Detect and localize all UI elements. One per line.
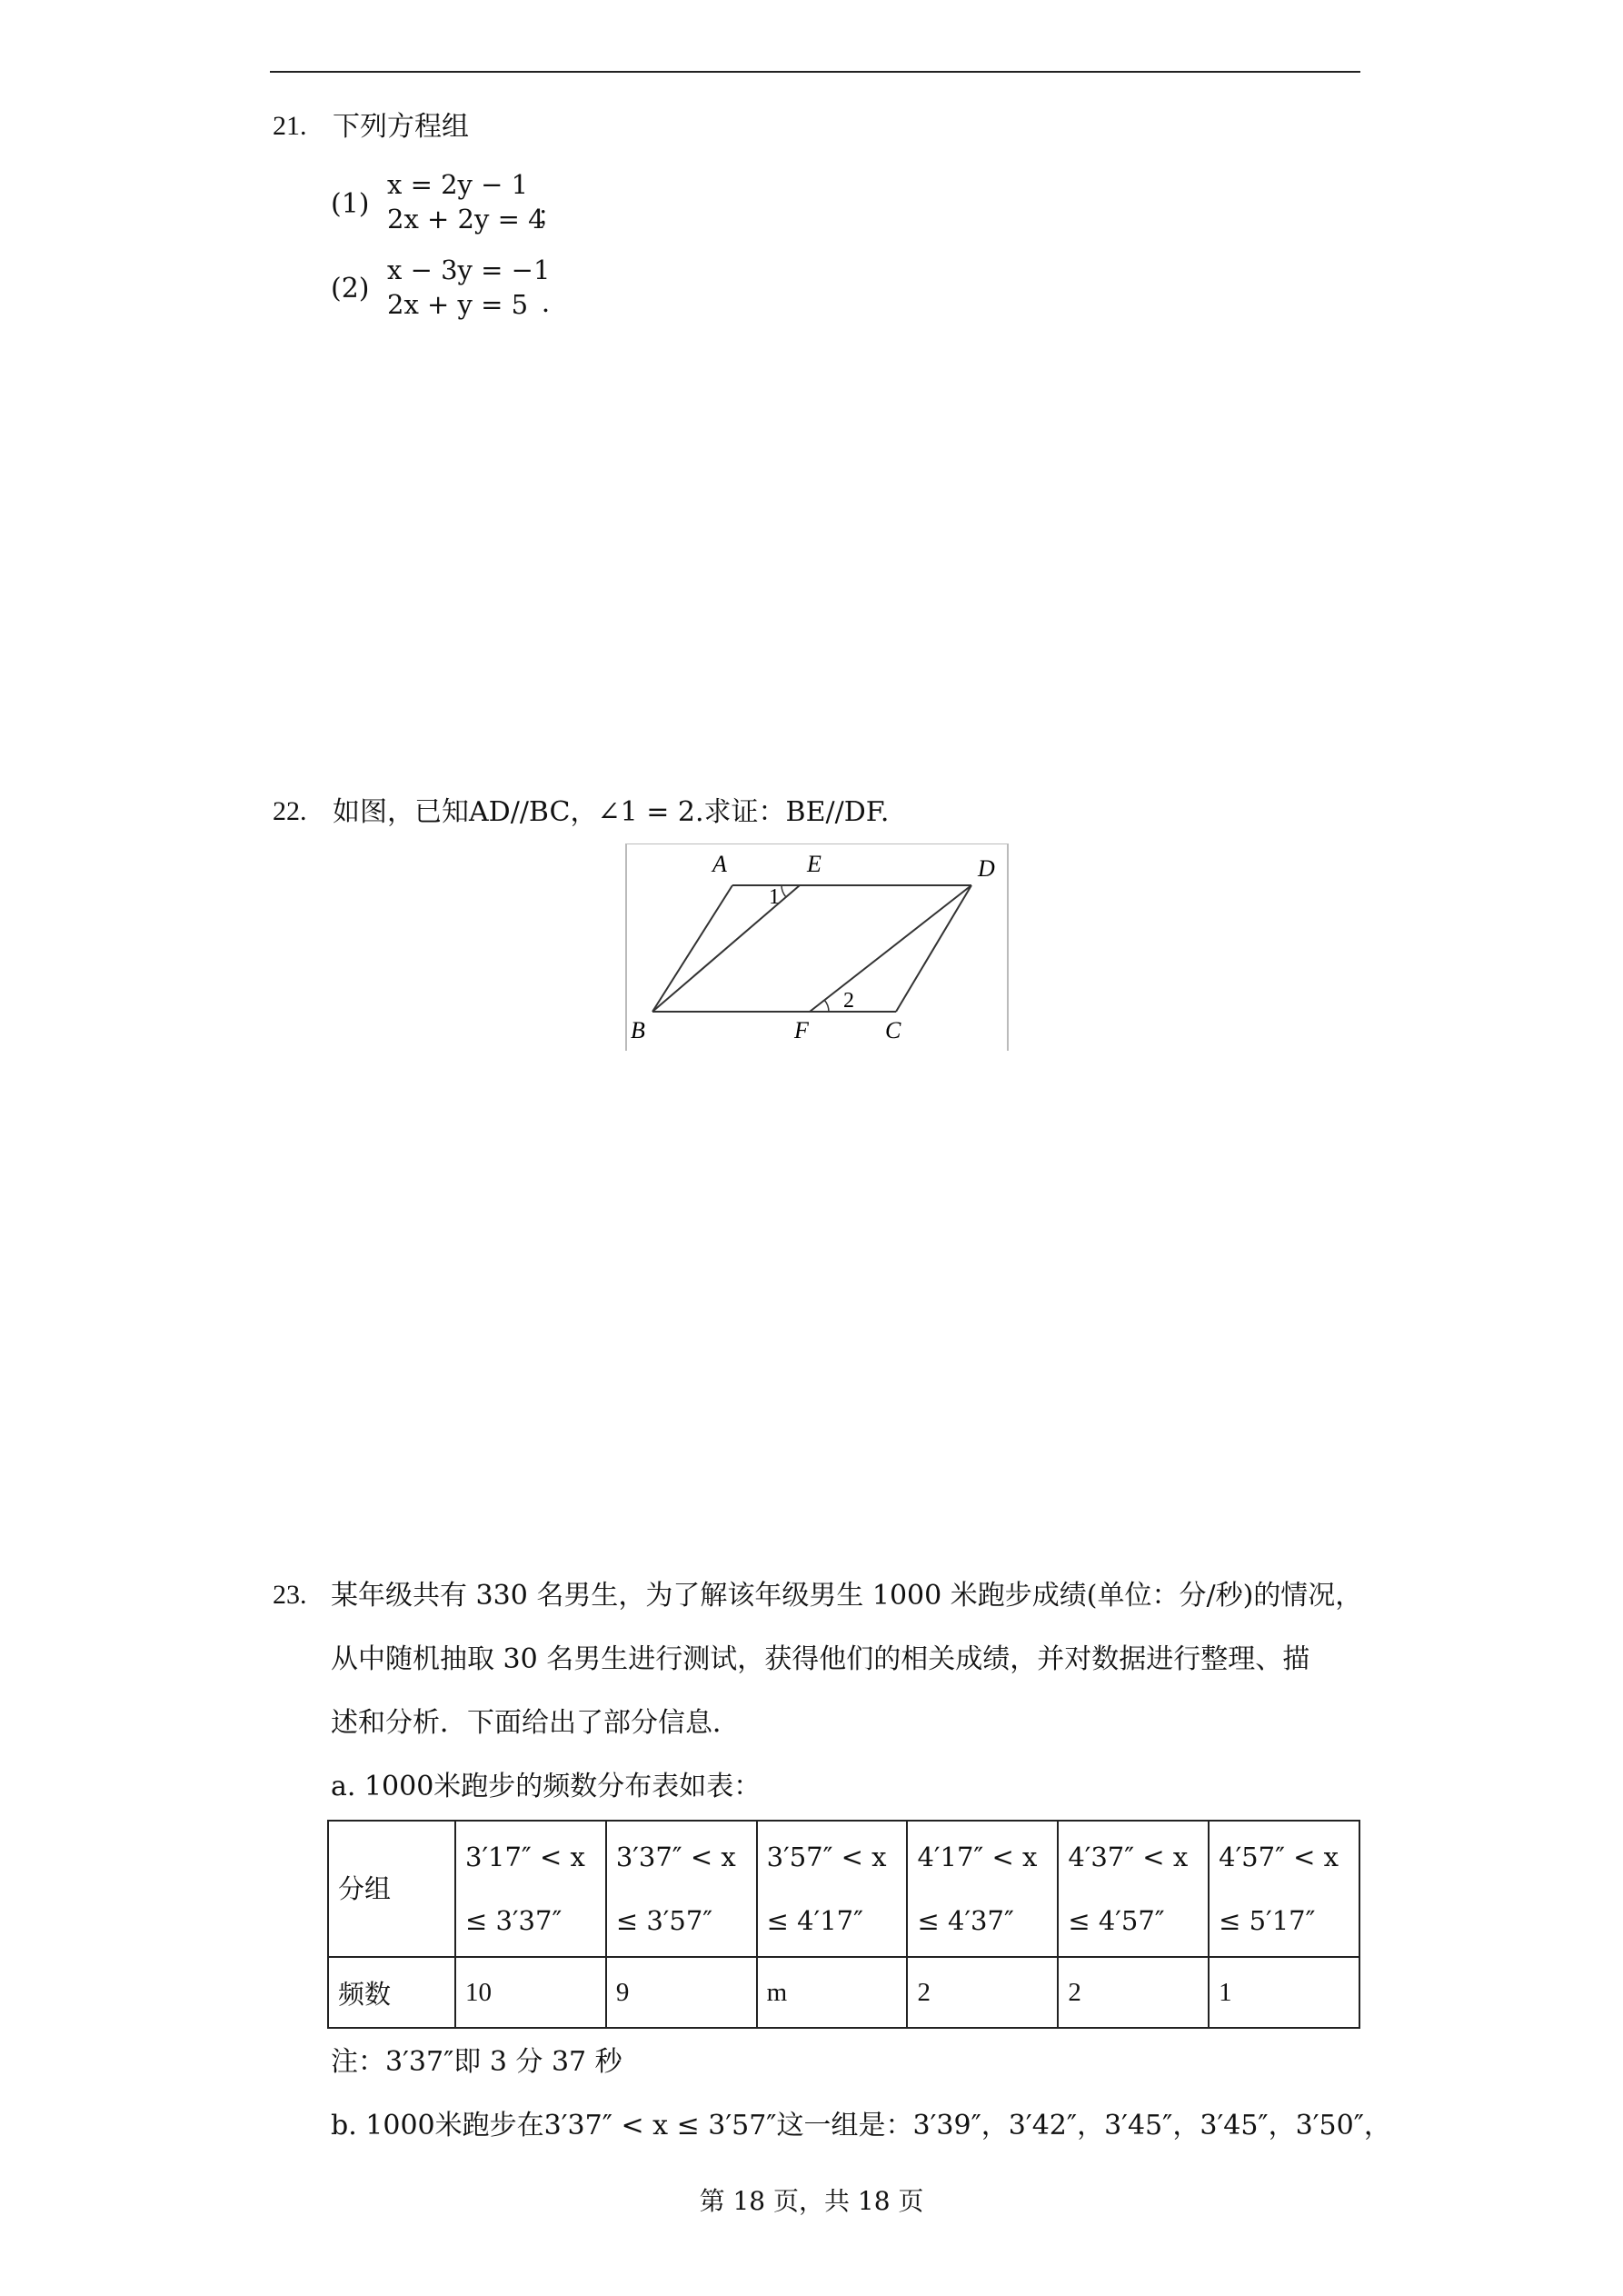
label-B: B xyxy=(631,1017,645,1043)
label-F: F xyxy=(794,1017,809,1043)
q23-part-b: b. 1000米跑步在3′37″ < x ≤ 3′57″这一组是：3′39″，3′42″，3′45″，3′45″，3′50″， xyxy=(331,2110,1391,2141)
table-count-cell: 1 xyxy=(1209,1957,1359,2028)
table-count-cell: 9 xyxy=(606,1957,757,2028)
table-count-cell: m xyxy=(757,1957,908,2028)
angle-1-arc xyxy=(782,885,786,897)
label-D: D xyxy=(978,855,995,882)
parallelogram-diagram xyxy=(625,844,1009,1051)
q23-line1: 某年级共有 330 名男生，为了解该年级男生 1000 米跑步成绩(单位：分/秒)的情况， xyxy=(331,1580,1363,1612)
q21-part1-tail: ； xyxy=(537,200,564,231)
q23-line3: 述和分析．下面给出了部分信息． xyxy=(331,1707,740,1739)
table-header-group: 分组 xyxy=(328,1821,455,1957)
q21-part2-eq1: x − 3y = −1 xyxy=(387,255,551,285)
table-row-groups xyxy=(328,1821,1359,1957)
q21-part1-eq1: x = 2y − 1 xyxy=(387,169,529,200)
q23-note: 注：3′37″即 3 分 37 秒 xyxy=(331,2046,622,2078)
q23-part-a: a. 1000米跑步的频数分布表如表： xyxy=(331,1771,762,1802)
q21-part2-label: (2) xyxy=(331,273,370,304)
table-count-cell: 10 xyxy=(455,1957,606,2028)
q22-stem: 如图，已知AD//BC，∠1 = 2.求证：BE//DF. xyxy=(333,796,890,828)
page-footer: 第 18 页，共 18 页 xyxy=(699,2186,924,2216)
q21-part2-tail: ． xyxy=(542,287,569,318)
label-A: A xyxy=(712,851,727,877)
angle-2-arc xyxy=(824,1000,829,1012)
table-group-cell: 3′37″ < x ≤ 3′57″ xyxy=(606,1821,757,1957)
q21-number: 21. xyxy=(273,111,307,141)
q21-stem: 下列方程组 xyxy=(333,111,469,143)
header-rule xyxy=(270,71,1360,73)
segment-DF xyxy=(810,885,971,1012)
label-angle-1: 1 xyxy=(769,885,780,909)
q23-line2: 从中随机抽取 30 名男生进行测试，获得他们的相关成绩，并对数据进行整理、描 xyxy=(331,1643,1310,1675)
table-count-cell: 2 xyxy=(1058,1957,1209,2028)
table-group-cell: 3′17″ < x ≤ 3′37″ xyxy=(455,1821,606,1957)
parallelogram-figure xyxy=(625,844,1009,1051)
q21-part1-label: (1) xyxy=(331,188,370,220)
label-angle-2: 2 xyxy=(843,989,854,1013)
table-row-counts xyxy=(328,1957,1359,2028)
q21-part1-eq2: 2x + 2y = 4 xyxy=(387,204,545,235)
segment-AB xyxy=(652,885,732,1012)
frequency-table xyxy=(327,1820,1360,2029)
label-C: C xyxy=(885,1017,901,1043)
table-group-cell: 4′57″ < x ≤ 5′17″ xyxy=(1209,1821,1359,1957)
table-group-cell: 4′17″ < x ≤ 4′37″ xyxy=(907,1821,1058,1957)
q23-number: 23. xyxy=(273,1580,307,1610)
table-group-cell: 3′57″ < x ≤ 4′17″ xyxy=(757,1821,908,1957)
table-group-cell: 4′37″ < x ≤ 4′57″ xyxy=(1058,1821,1209,1957)
label-E: E xyxy=(807,851,821,877)
segment-DC xyxy=(896,885,971,1012)
q21-part2-eq2: 2x + y = 5 xyxy=(387,289,529,320)
q22-number: 22. xyxy=(273,796,307,826)
table-header-count: 频数 xyxy=(328,1957,455,2028)
table-count-cell: 2 xyxy=(907,1957,1058,2028)
